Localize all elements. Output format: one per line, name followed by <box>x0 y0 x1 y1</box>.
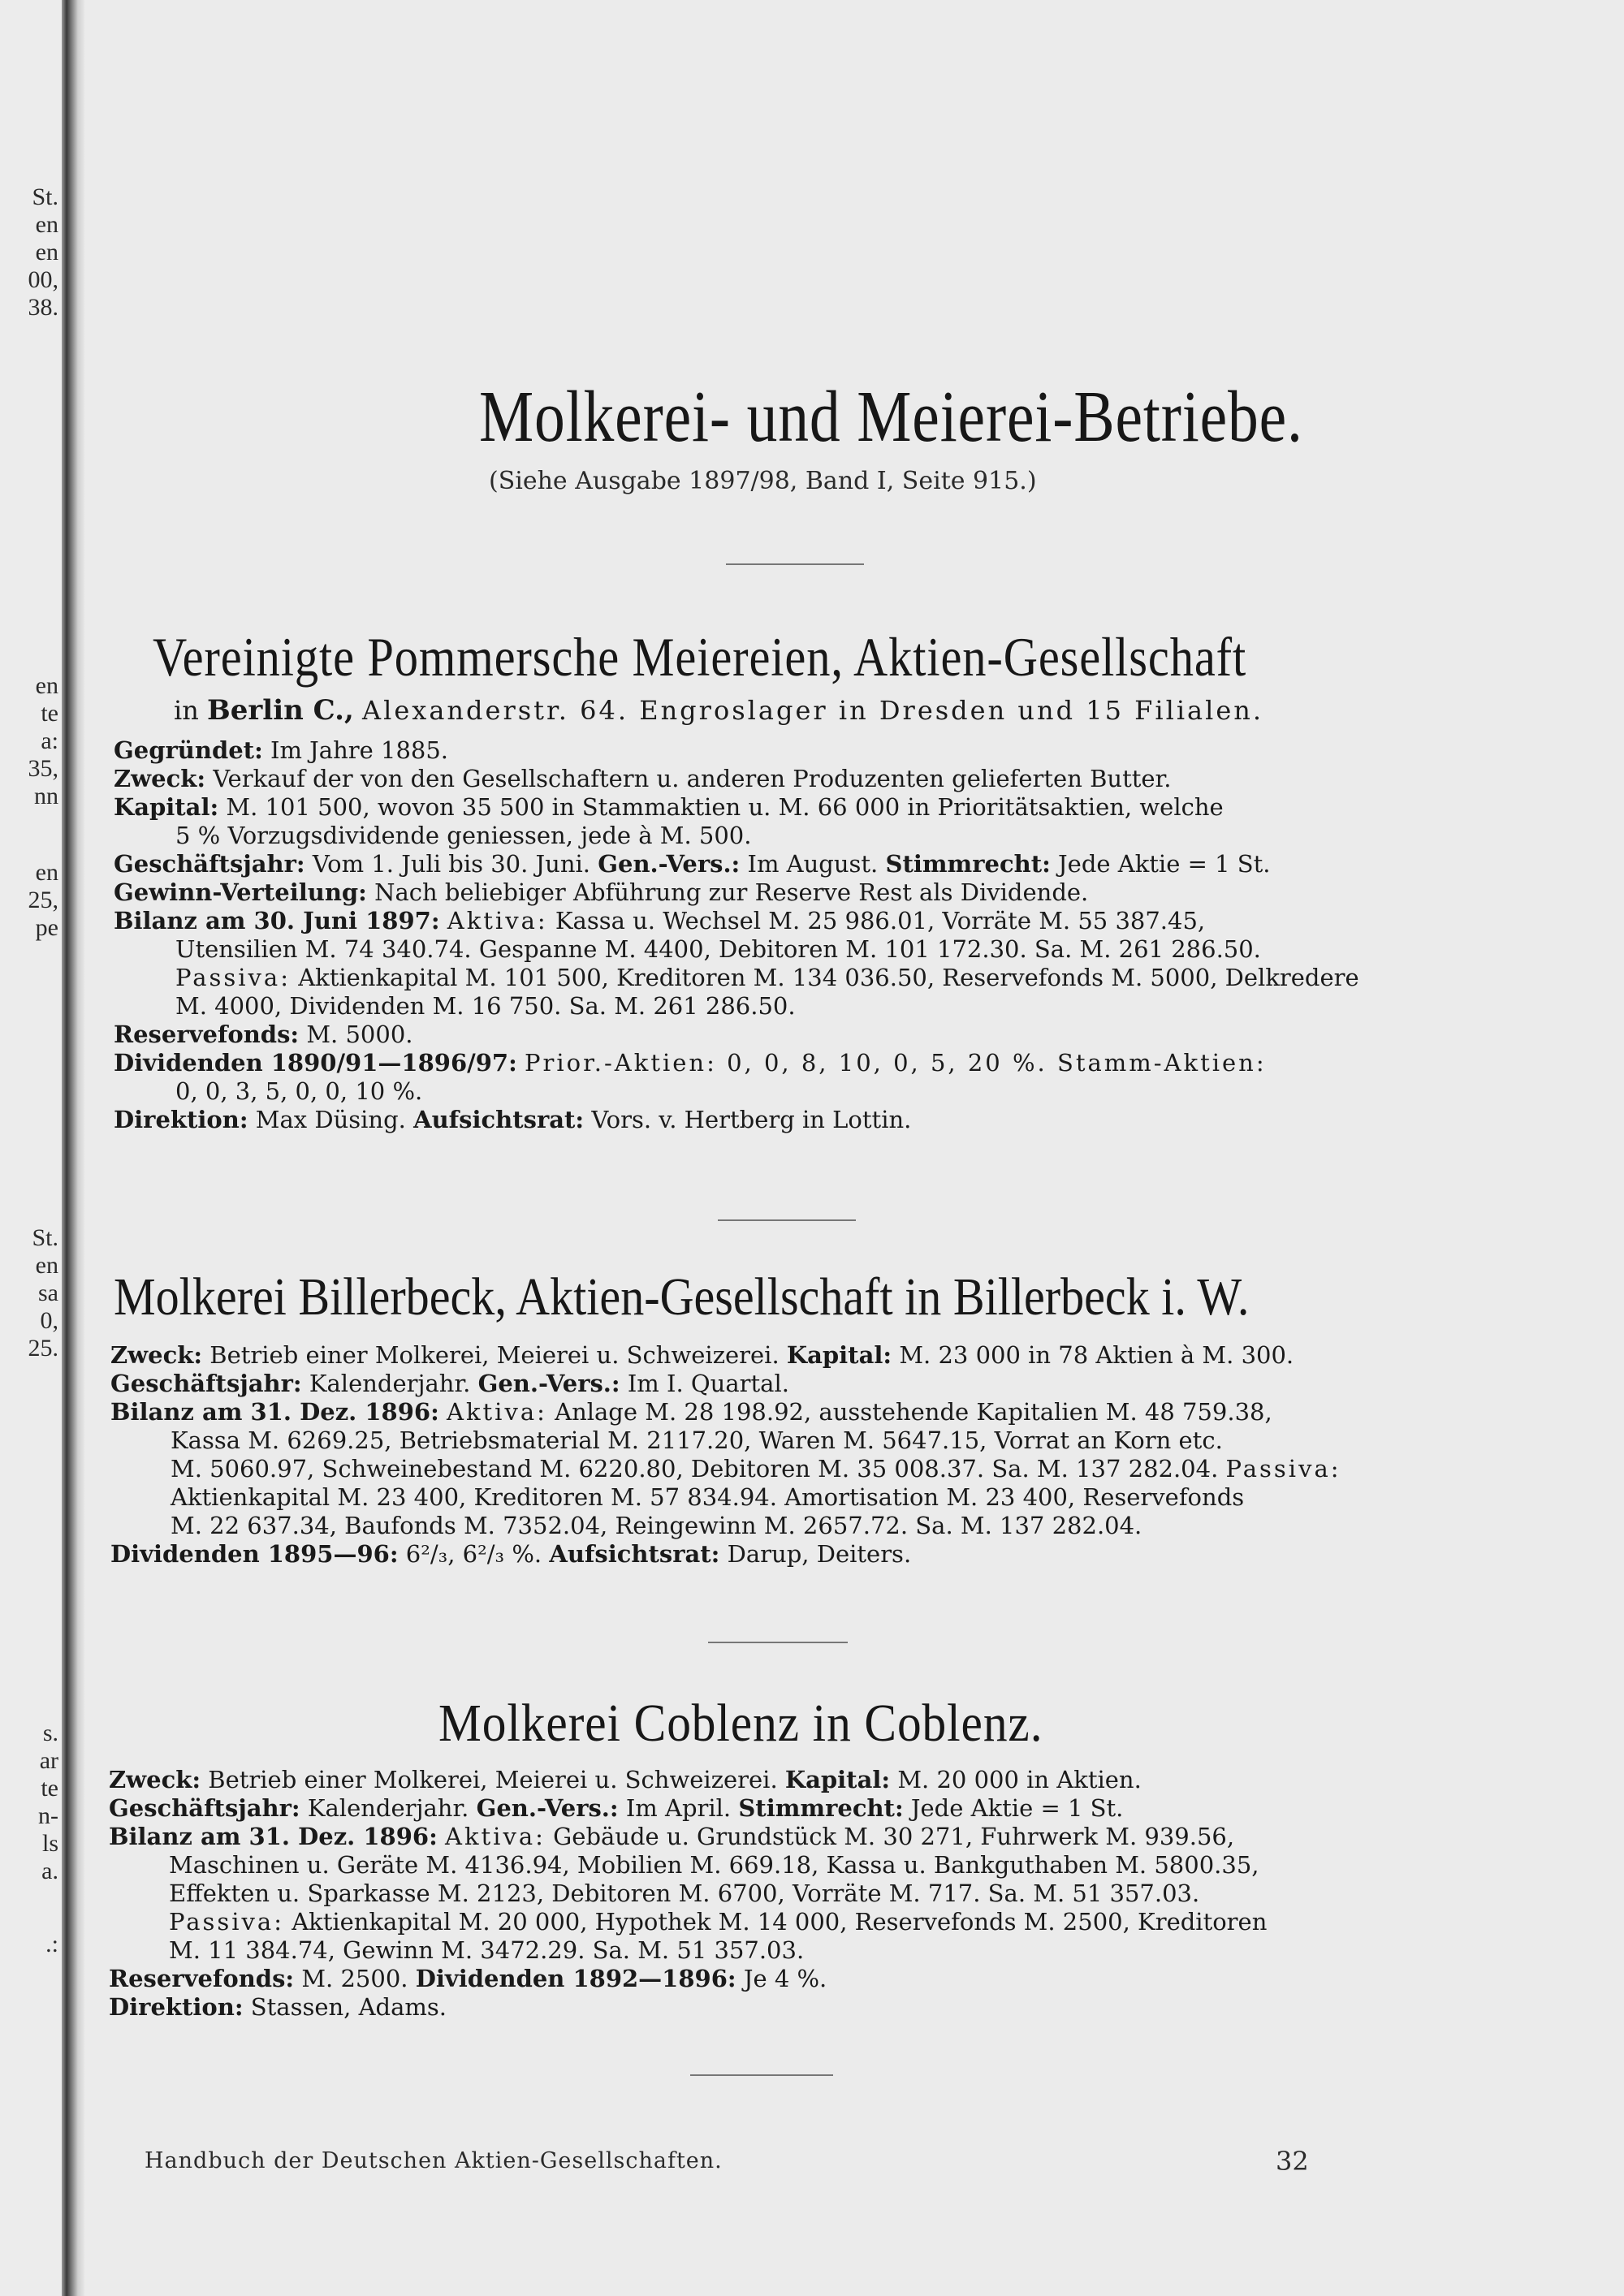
company2-fiscal-year: Geschäftsjahr: Kalenderjahr. Gen.-Vers.: Im I. Quartal. <box>110 1370 789 1397</box>
adjacent-page-fragment: 25. <box>28 1335 58 1362</box>
adjacent-page-fragment: 38. <box>28 294 58 321</box>
company3-management: Direktion: Stassen, Adams. <box>109 1993 447 2021</box>
adjacent-page-edge <box>0 0 62 2296</box>
company3-liabilities: Passiva: Aktienkapital M. 20 000, Hypothek M. 14 000, Reservefonds M. 2500, Kreditoren <box>169 1908 1268 1936</box>
company1-dividends: Dividenden 1890/91—1896/97: Prior.-Aktien: 0, 0, 8, 10, 0, 5, 20 %. Stamm-Aktien: <box>114 1049 1267 1077</box>
company3-reserve-dividends: Reservefonds: M. 2500. Dividenden 1892—1896: Je 4 %. <box>109 1965 827 1992</box>
adjacent-page-fragment: sa <box>38 1280 58 1306</box>
company2-title: Molkerei Billerbeck, Aktien-Gesellschaft in Billerbeck i. W. <box>114 1267 1250 1327</box>
company1-city: Berlin C., <box>207 694 354 727</box>
adjacent-page-fragment: te <box>41 1775 58 1802</box>
company2-balance-cont: Kassa M. 6269.25, Betriebsmaterial M. 2117.20, Waren M. 5647.15, Vorrat an Korn etc. <box>171 1426 1223 1454</box>
adjacent-page-fragment: 35, <box>28 755 58 782</box>
company3-fiscal-year: Geschäftsjahr: Kalenderjahr. Gen.-Vers.: Im April. Stimmrecht: Jede Aktie = 1 St. <box>109 1794 1124 1822</box>
company2-purpose: Zweck: Betrieb einer Molkerei, Meierei u. Schweizerei. Kapital: M. 23 000 in 78 Aktien à M. 300. <box>110 1341 1294 1369</box>
company1-profit-distribution: Gewinn-Verteilung: Nach beliebiger Abführung zur Reserve Rest als Dividende. <box>114 878 1089 906</box>
adjacent-page-fragment: .: <box>45 1931 58 1957</box>
company1-reserve: Reservefonds: M. 5000. <box>114 1021 413 1048</box>
company3-purpose: Zweck: Betrieb einer Molkerei, Meierei u. Schweizerei. Kapital: M. 20 000 in Aktien. <box>109 1766 1142 1793</box>
divider <box>726 563 864 565</box>
page-number: 32 <box>1276 2146 1309 2177</box>
section-title: Molkerei- und Meierei-Betriebe. <box>479 377 1303 457</box>
company2-liabilities-cont: M. 22 637.34, Baufonds M. 7352.04, Reingewinn M. 2657.72. Sa. M. 137 282.04. <box>171 1512 1142 1539</box>
adjacent-page-fragment: 00, <box>28 266 58 293</box>
adjacent-page-fragment: en <box>35 211 58 238</box>
company3-balance: Bilanz am 31. Dez. 1896: Aktiva: Gebäude u. Grundstück M. 30 271, Fuhrwerk M. 939.56, <box>109 1823 1235 1850</box>
adjacent-page-fragment: 0, <box>40 1307 58 1334</box>
adjacent-page-fragment: a. <box>41 1858 58 1884</box>
company2-balance: Bilanz am 31. Dez. 1896: Aktiva: Anlage M. 28 198.92, ausstehende Kapitalien M. 48 759.38, <box>110 1398 1272 1426</box>
company1-liabilities: Passiva: Aktienkapital M. 101 500, Kreditoren M. 134 036.50, Reservefonds M. 5000, Delkredere <box>175 964 1359 991</box>
footer-publication: Handbuch der Deutschen Aktien-Gesellschaften. <box>145 2148 723 2173</box>
divider <box>718 1219 856 1221</box>
divider <box>690 2074 833 2076</box>
adjacent-page-fragment: St. <box>32 1224 58 1251</box>
company1-dividends-cont: 0, 0, 3, 5, 0, 0, 10 %. <box>175 1077 423 1105</box>
adjacent-page-fragment: St. <box>32 183 58 210</box>
adjacent-page-fragment: en <box>35 239 58 265</box>
adjacent-page-fragment: en <box>35 1252 58 1279</box>
company1-address: in Berlin C., Alexanderstr. 64. Engroslager in Dresden und 15 Filialen. <box>174 694 1264 727</box>
company1-title: Vereinigte Pommersche Meiereien, Aktien-Gesellschaft <box>153 626 1247 688</box>
company3-liabilities-cont: M. 11 384.74, Gewinn M. 3472.29. Sa. M. 51 357.03. <box>169 1936 805 1964</box>
company1-balance-cont: Utensilien M. 74 340.74. Gespanne M. 4400, Debitoren M. 101 172.30. Sa. M. 261 286.50. <box>175 935 1261 963</box>
company3-balance-cont: Maschinen u. Geräte M. 4136.94, Mobilien M. 669.18, Kassa u. Bankguthaben M. 5800.35, <box>169 1851 1259 1879</box>
adjacent-page-fragment: pe <box>35 914 58 941</box>
company1-liabilities-cont: M. 4000, Dividenden M. 16 750. Sa. M. 261 286.50. <box>175 992 796 1020</box>
adjacent-page-fragment: n- <box>38 1802 58 1829</box>
company1-founded: Gegründet: Im Jahre 1885. <box>114 736 449 764</box>
binding-fold <box>62 0 84 2296</box>
divider <box>708 1642 848 1643</box>
section-subtitle: (Siehe Ausgabe 1897/98, Band I, Seite 915.) <box>489 467 1037 495</box>
company3-title: Molkerei Coblenz in Coblenz. <box>438 1694 1043 1753</box>
adjacent-page-fragment: en <box>35 859 58 886</box>
company1-balance: Bilanz am 30. Juni 1897: Aktiva: Kassa u. Wechsel M. 25 986.01, Vorräte M. 55 387.45, <box>114 907 1206 934</box>
adjacent-page-fragment: 25, <box>28 887 58 913</box>
adjacent-page-fragment: te <box>41 700 58 727</box>
adjacent-page-fragment: s. <box>42 1720 58 1746</box>
adjacent-page-fragment: nn <box>34 783 58 809</box>
adjacent-page-fragment: en <box>35 672 58 699</box>
adjacent-page-fragment: ar <box>39 1747 58 1774</box>
document-page <box>84 0 1624 2296</box>
company2-dividends: Dividenden 1895—96: 6²/₃, 6²/₃ %. Aufsichtsrat: Darup, Deiters. <box>110 1540 912 1568</box>
company1-purpose: Zweck: Verkauf der von den Gesellschaftern u. anderen Produzenten gelieferten Butter. <box>114 765 1172 792</box>
company3-balance-cont2: Effekten u. Sparkasse M. 2123, Debitoren M. 6700, Vorräte M. 717. Sa. M. 51 357.03. <box>169 1880 1200 1907</box>
adjacent-page-fragment: a: <box>41 727 58 754</box>
company1-fiscal-year: Geschäftsjahr: Vom 1. Juli bis 30. Juni. Gen.-Vers.: Im August. Stimmrecht: Jede Aktie = 1 St. <box>114 850 1271 878</box>
adjacent-page-fragment: ls <box>41 1830 58 1857</box>
company1-capital-cont: 5 % Vorzugsdividende geniessen, jede à M. 500. <box>175 822 752 849</box>
company2-liabilities: Aktienkapital M. 23 400, Kreditoren M. 57 834.94. Amortisation M. 23 400, Reservefonds <box>171 1483 1245 1511</box>
company1-capital: Kapital: M. 101 500, wovon 35 500 in Stammaktien u. M. 66 000 in Prioritätsaktien, welche <box>114 793 1224 821</box>
company2-balance-cont2: M. 5060.97, Schweinebestand M. 6220.80, Debitoren M. 35 008.37. Sa. M. 137 282.04. Passiva: <box>171 1455 1341 1482</box>
company1-management: Direktion: Max Düsing. Aufsichtsrat: Vors. v. Hertberg in Lottin. <box>114 1106 912 1133</box>
